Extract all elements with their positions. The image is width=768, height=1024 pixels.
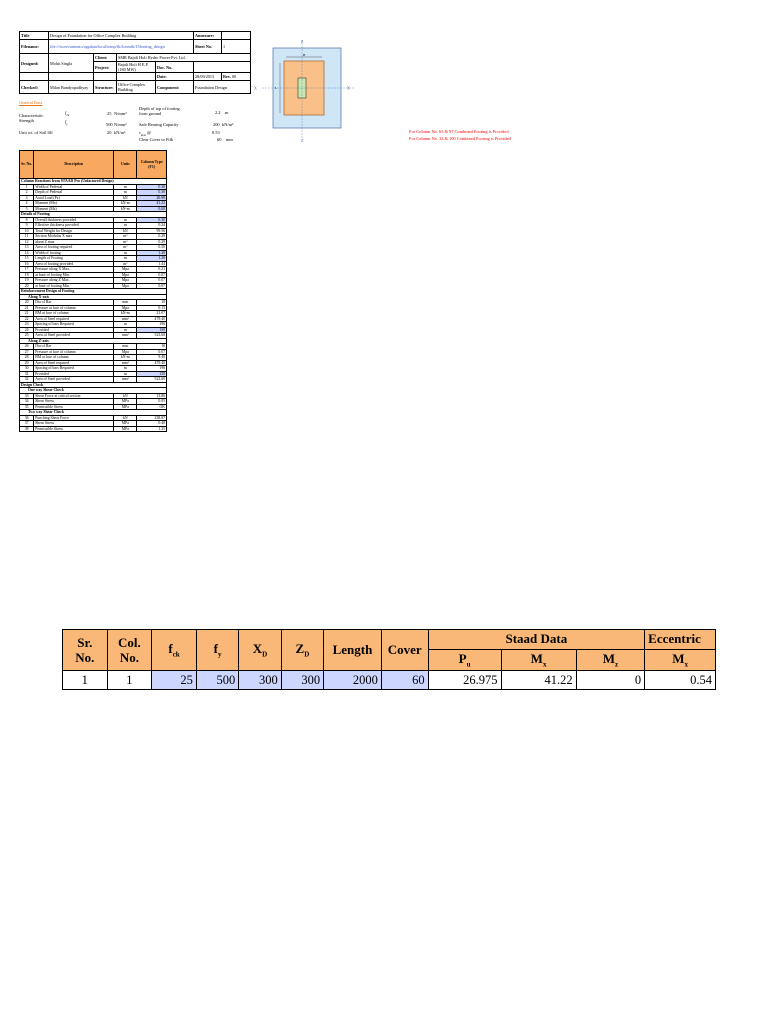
row-unit: kN: [114, 415, 137, 421]
row-unit: MPa: [114, 399, 137, 405]
header-xd: $X_D$: [239, 630, 281, 671]
row-value[interactable]: 0.50: [137, 245, 167, 251]
z-top-label: Z: [301, 39, 304, 44]
row-value[interactable]: 479.40: [137, 316, 167, 322]
cover-label: Clear Cover to Ftlk: [139, 137, 174, 142]
row-description: Dia of Bar: [34, 344, 114, 350]
row-unit: MPa: [114, 426, 137, 432]
row-number: 37: [20, 421, 34, 427]
row-unit: mm²: [114, 377, 137, 383]
row-description: Pressure at face of column: [34, 305, 114, 311]
cover-unit: mm: [226, 137, 233, 142]
row-description: Shear Stress: [34, 399, 114, 405]
row-number: 17: [20, 267, 34, 273]
row-description: Punching Shear Force: [34, 415, 114, 421]
project-value: Bajoli Holi H.E.P. (180 MW): [117, 62, 156, 73]
row-value[interactable]: 238.07: [137, 415, 167, 421]
row-number: 34: [20, 399, 34, 405]
row-number: 21: [20, 305, 34, 311]
sbc-unit: kN/m²: [222, 122, 234, 127]
row-description: Shear Stress: [34, 421, 114, 427]
combined-footing-note-2: For Column No. 32 & 100 Combined Footing is Provided: [409, 136, 511, 141]
row-number: 5: [20, 206, 34, 212]
fy-symbol: $f_y$: [65, 119, 68, 126]
row-unit: mm²: [114, 333, 137, 339]
row-unit: kN: [114, 228, 137, 234]
row-description: Pressure along X Max.: [34, 267, 114, 273]
row-description: Total Weight for Design: [34, 228, 114, 234]
row-description: Area of Steel provided: [34, 333, 114, 339]
component-label: Component:: [156, 81, 194, 94]
row-value[interactable]: 196: [137, 322, 167, 328]
row-value[interactable]: 0.07: [137, 349, 167, 355]
row-value[interactable]: 0.30: [137, 217, 167, 223]
stand-data-table: [62, 629, 716, 690]
row-description: Section Modulus X max: [34, 234, 114, 240]
row-unit: kN: [114, 393, 137, 399]
row-description: Permissible Stress: [34, 426, 114, 432]
date-value: 28/09/2013: [194, 73, 222, 81]
row-number: 28: [20, 355, 34, 361]
row-number: 38: [20, 426, 34, 432]
row-description: Spacing of bars Required: [34, 366, 114, 372]
table-row: [20, 426, 167, 432]
row-number: 12: [20, 239, 34, 245]
row-number: 10: [20, 228, 34, 234]
row-unit: Mpa: [114, 349, 137, 355]
row-description: Depth of Pedestal: [34, 190, 114, 196]
header-zd: $Z_D$: [281, 630, 323, 671]
row-description: Area of footing provided: [34, 261, 114, 267]
checked-label: Checked:: [20, 81, 49, 94]
cell-pu[interactable]: 26.975: [428, 671, 501, 690]
sheet-value: 1: [222, 40, 251, 54]
annexure-label: Annexure:: [194, 32, 222, 40]
row-value[interactable]: 0.29: [137, 239, 167, 245]
row-description: Provided: [34, 371, 114, 377]
title-value: Design of Foundation for Office Complex Building: [49, 32, 194, 40]
header-cover: Cover: [381, 630, 428, 671]
row-description: Area of footing required: [34, 245, 114, 251]
row-description: Dia of Bar: [34, 300, 114, 306]
row-description: Width of footing: [34, 250, 114, 256]
row-unit: m: [114, 217, 137, 223]
row-value[interactable]: 0.07: [137, 283, 167, 289]
row-value[interactable]: 0.07: [137, 272, 167, 278]
row-description: about Z max: [34, 239, 114, 245]
header-description: Description: [34, 151, 114, 179]
row-description: Permissible Stress: [34, 404, 114, 410]
filename-value[interactable]: [49, 40, 194, 54]
general-data-title: General Data: [19, 100, 43, 105]
fck-symbol: $f_{ck}$: [65, 110, 70, 117]
footing-design-table: [19, 150, 167, 432]
header-pu: $P_u$: [428, 649, 501, 670]
designed-value: Mohit Singla: [49, 54, 94, 73]
row-value[interactable]: 13.86: [137, 393, 167, 399]
header-units: Units: [114, 151, 137, 179]
row-unit: Mpa: [114, 283, 137, 289]
doc-label: Doc. No.: [156, 62, 194, 73]
row-unit: Mpa: [114, 272, 137, 278]
row-value[interactable]: 0.40: [137, 421, 167, 427]
row-value[interactable]: 1.44: [137, 261, 167, 267]
row-value[interactable]: 523.60: [137, 377, 167, 383]
row-value[interactable]: 1.25: [137, 426, 167, 432]
row-unit: kN-m: [114, 311, 137, 317]
section-heading: Design Check: [20, 382, 167, 388]
project-label: Project:: [94, 62, 117, 73]
row-value[interactable]: 150: [137, 327, 167, 333]
depth-unit: m: [225, 110, 229, 115]
row-number: 35: [20, 404, 34, 410]
row-description: at base of footing Min.: [34, 272, 114, 278]
row-number: 13: [20, 245, 34, 251]
unit-weight-unit: kN/m³: [114, 130, 126, 135]
row-unit: mm: [114, 300, 137, 306]
row-unit: MPa: [114, 404, 137, 410]
row-value[interactable]: 0.21: [137, 267, 167, 273]
row-unit: m²: [114, 245, 137, 251]
row-unit: m: [114, 223, 137, 229]
filename-link[interactable]: file:///users/antonio/appdata/local/temp/fb/4cnmfb/15footing_design: [50, 44, 165, 49]
row-unit: m: [114, 250, 137, 256]
row-number: 11: [20, 234, 34, 240]
cell-zd[interactable]: 300: [281, 671, 323, 690]
cell-eccentricity[interactable]: 0.54: [645, 671, 716, 690]
designed-label: Designed:: [20, 54, 49, 73]
row-number: 31: [20, 371, 34, 377]
cover-value: 60: [217, 137, 222, 142]
row-description: Overall thickness provided: [34, 217, 114, 223]
row-description: Pressure along Z Max.: [34, 278, 114, 284]
header-mx: $M_x$: [501, 649, 576, 670]
x-left-label: X: [254, 85, 257, 91]
row-unit: Mpa: [114, 267, 137, 273]
row-unit: MPa: [114, 421, 137, 427]
row-unit: m: [114, 322, 137, 328]
cell-length[interactable]: 2000: [324, 671, 382, 690]
header-length: Length: [324, 630, 382, 671]
row-description: Axial Load (Pz): [34, 195, 114, 201]
char-strength-label: Characteristic Strength: [19, 113, 44, 123]
depth-value: 2.2: [215, 110, 221, 115]
row-value[interactable]: 479.40: [137, 360, 167, 366]
row-description: Effective thickness provided: [34, 223, 114, 229]
general-data-section: [19, 100, 419, 146]
header-fck: $f_{ck}$: [152, 630, 197, 671]
tau-max-label: $\tau_{max}$ @: [139, 130, 152, 137]
row-description: Spacing of bars Required: [34, 322, 114, 328]
cell-fy[interactable]: 500: [196, 671, 238, 690]
table-row: [63, 671, 716, 690]
filename-label: Filename:: [20, 40, 49, 54]
section-heading: Two way Shear Check: [20, 410, 167, 416]
combined-footing-note-1: For Column No. 65 & 97 Combined Footing is Provided: [409, 129, 509, 134]
header-sr-no: Sr. No.: [63, 630, 108, 671]
row-number: 26: [20, 344, 34, 350]
row-number: 15: [20, 256, 34, 262]
header-sr-no: Sr. No.: [20, 151, 34, 179]
component-value: Foundation Design: [194, 81, 251, 94]
row-number: 20: [20, 300, 34, 306]
fy-unit: N/mm²: [114, 122, 127, 127]
row-number: 2: [20, 190, 34, 196]
depth-label: Depth of top of footing from ground: [139, 106, 180, 116]
sheet-label: Sheet No.: [194, 40, 222, 54]
row-number: 32: [20, 377, 34, 383]
cell-fck[interactable]: 25: [152, 671, 197, 690]
header-staad-data: Staad Data: [428, 630, 645, 650]
row-unit: m: [114, 256, 137, 262]
row-description: Length of Footing: [34, 256, 114, 262]
row-description: at base of footing Min.: [34, 283, 114, 289]
row-number: 24: [20, 327, 34, 333]
sbc-value: 200: [213, 122, 220, 127]
b-dimension-label: B: [303, 53, 306, 57]
row-value[interactable]: 0.15: [137, 305, 167, 311]
cell-col[interactable]: 1: [107, 671, 152, 690]
row-number: 25: [20, 333, 34, 339]
row-value[interactable]: 41.22: [137, 201, 167, 207]
row-unit: Mpa: [114, 278, 137, 284]
sbc-label: Safe Bearing Capacity: [139, 122, 179, 127]
l-dimension-label: L: [275, 86, 278, 90]
row-number: 36: [20, 415, 34, 421]
row-value[interactable]: 1.20: [137, 256, 167, 262]
row-unit: m: [114, 366, 137, 372]
row-unit: mm²: [114, 360, 137, 366]
row-value[interactable]: 10: [137, 300, 167, 306]
cell-xd[interactable]: 300: [239, 671, 281, 690]
section-heading: One way Shear Check: [20, 388, 167, 394]
design-table-body: [20, 179, 167, 432]
tau-max-value: 0.53: [212, 130, 220, 135]
row-value[interactable]: 0.30: [137, 190, 167, 196]
checked-value: Milan Bandyopadhyay: [49, 81, 94, 94]
row-number: 29: [20, 360, 34, 366]
row-number: 18: [20, 272, 34, 278]
row-unit: kN: [114, 195, 137, 201]
row-value[interactable]: 0.07: [137, 278, 167, 284]
section-heading: Details of Footing: [20, 212, 167, 218]
x-right-label: X: [347, 85, 350, 91]
row-value[interactable]: 10: [137, 344, 167, 350]
cell-sr[interactable]: 1: [63, 671, 108, 690]
row-value[interactable]: 99.56: [137, 228, 167, 234]
row-number: 21: [20, 311, 34, 317]
row-unit: kN-m: [114, 206, 137, 212]
row-description: Moment (Mz): [34, 206, 114, 212]
row-value[interactable]: 0.24: [137, 223, 167, 229]
row-description: Shear Force at critical section: [34, 393, 114, 399]
row-number: 30: [20, 366, 34, 372]
row-unit: mm²: [114, 316, 137, 322]
cell-mz[interactable]: 0: [576, 671, 645, 690]
header-col-no: Col. No.: [107, 630, 152, 671]
row-value[interactable]: 9.40: [137, 355, 167, 361]
row-description: Width of Pedestal: [34, 184, 114, 190]
section-heading: Along Z-axis: [20, 338, 167, 344]
fck-value: 25: [107, 111, 112, 116]
row-number: 22: [20, 316, 34, 322]
fck-unit: N/mm²: [114, 111, 127, 116]
row-description: Area of Steel required: [34, 360, 114, 366]
row-number: 23: [20, 322, 34, 328]
z-bottom-label: Z: [301, 138, 304, 143]
row-value[interactable]: 1.20: [137, 250, 167, 256]
row-number: 33: [20, 393, 34, 399]
row-number: 20: [20, 283, 34, 289]
row-unit: m³: [114, 234, 137, 240]
rev-cell: Rev. 00: [222, 73, 251, 81]
row-value[interactable]: 21.07: [137, 311, 167, 317]
row-value[interactable]: 0.05: [137, 399, 167, 405]
row-value[interactable]: 26.98: [137, 195, 167, 201]
row-value[interactable]: 0.00: [137, 206, 167, 212]
client-label: Client:: [94, 54, 117, 62]
row-number: 3: [20, 195, 34, 201]
section-heading: Column Reactions from STAAD Pro (Unfactored Design): [20, 179, 167, 185]
header-fy: $f_y$: [196, 630, 238, 671]
title-label: Title: [20, 32, 49, 40]
row-description: Area of Steel provided: [34, 377, 114, 383]
client-value: SMR Bajoli Holi Hydro Power Pvt. Ltd.: [117, 54, 251, 62]
row-number: 14: [20, 250, 34, 256]
unit-weight-value: 20: [107, 130, 112, 135]
row-description: BM at face of column: [34, 311, 114, 317]
row-number: 19: [20, 278, 34, 284]
date-label: Date:: [156, 73, 194, 81]
section-heading: Along X-axis: [20, 294, 167, 300]
header-column-type: Column Type (F1): [137, 151, 167, 179]
row-unit: m³: [114, 239, 137, 245]
row-value[interactable]: 523.60: [137, 333, 167, 339]
row-unit: m: [114, 371, 137, 377]
row-number: 27: [20, 349, 34, 355]
unit-weight-label: Unit wt. of Soil fill: [19, 130, 53, 135]
header-mx-ecc: $M_x$: [645, 649, 716, 670]
cell-mx[interactable]: 41.22: [501, 671, 576, 690]
row-description: Provided: [34, 327, 114, 333]
row-unit: mm: [114, 344, 137, 350]
row-value[interactable]: 150: [137, 371, 167, 377]
structure-label: Structure:: [94, 81, 117, 94]
row-number: 16: [20, 261, 34, 267]
row-number: 8: [20, 217, 34, 223]
row-value[interactable]: OK: [137, 404, 167, 410]
row-unit: kN-m: [114, 201, 137, 207]
row-unit: m²: [114, 261, 137, 267]
row-value[interactable]: 0.30: [137, 184, 167, 190]
structure-value: Office Complex Building: [117, 81, 156, 94]
row-unit: kN-m: [114, 355, 137, 361]
document-header-table: [19, 31, 251, 94]
row-description: BM at face of column: [34, 355, 114, 361]
section-heading: Reinforcement Design of Footing: [20, 289, 167, 295]
row-value[interactable]: 0.29: [137, 234, 167, 240]
cell-cover[interactable]: 60: [381, 671, 428, 690]
row-description: Pressure at face of column: [34, 349, 114, 355]
row-description: Moment (Mx): [34, 201, 114, 207]
row-number: 4: [20, 201, 34, 207]
row-value[interactable]: 196: [137, 366, 167, 372]
row-unit: m: [114, 327, 137, 333]
header-eccentricity: Eccentric: [645, 630, 716, 650]
fy-value: 500: [106, 122, 113, 127]
row-unit: m: [114, 190, 137, 196]
row-number: 1: [20, 184, 34, 190]
row-unit: m: [114, 184, 137, 190]
row-number: 9: [20, 223, 34, 229]
row-description: Area of Steel required: [34, 316, 114, 322]
row-unit: Mpa: [114, 305, 137, 311]
header-mz: $M_z$: [576, 649, 645, 670]
